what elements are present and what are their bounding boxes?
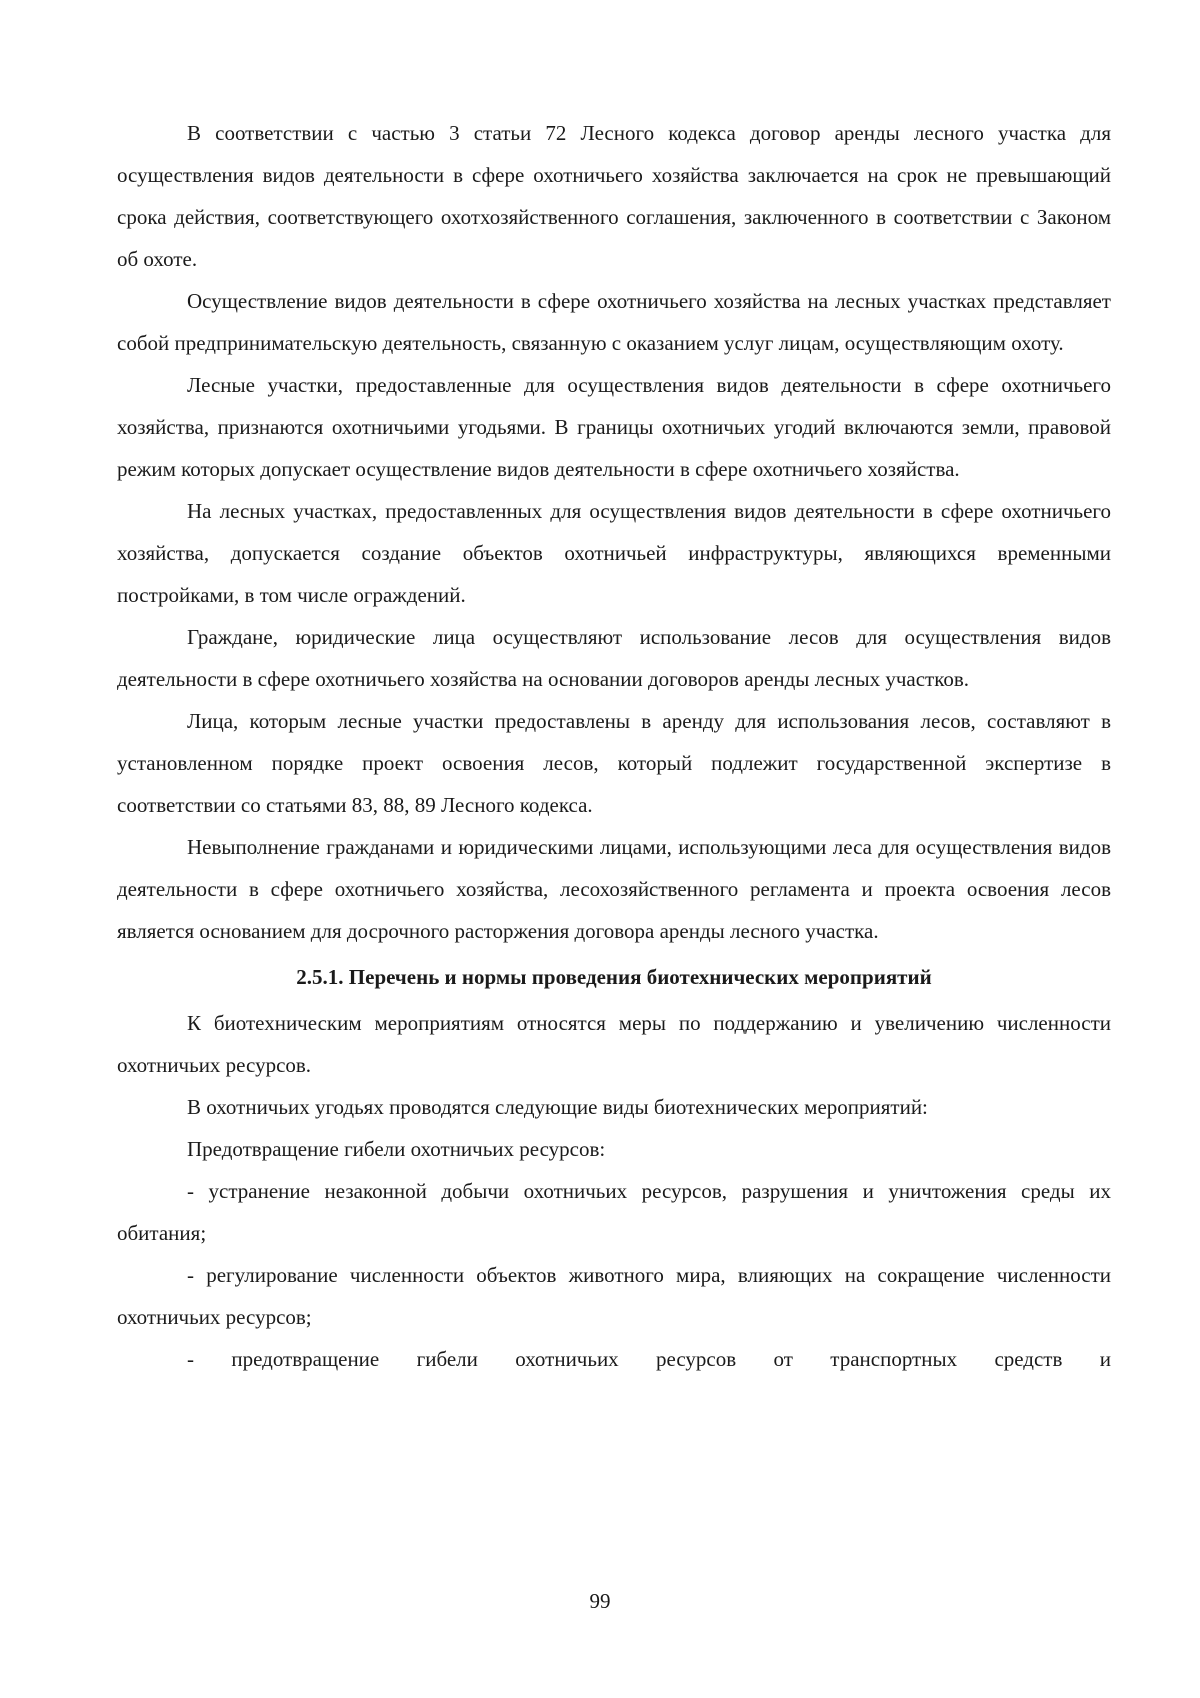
paragraph-biotech-definition: К биотехническим мероприятиям относятся меры по поддержанию и увеличению численности охотничьих ресурсов. bbox=[117, 1011, 1111, 1077]
section-heading: 2.5.1. Перечень и нормы проведения биотехнических мероприятий bbox=[296, 965, 932, 989]
paragraph-business-activity: Осуществление видов деятельности в сфере охотничьего хозяйства на лесных участках представляет собой предпринимательскую деятельность, связанную с оказанием услуг лицам, осуществляющим охоту. bbox=[117, 289, 1111, 355]
list-item-population-regulation: - регулирование численности объектов животного мира, влияющих на сокращение численности охотничьих ресурсов; bbox=[117, 1263, 1111, 1329]
paragraph-lease-term: В соответствии с частью 3 статьи 72 Лесного кодекса договор аренды лесного участка для осуществления видов деятельности в сфере охотничьего хозяйства заключается на срок не превышающий срока действия, соответствующего охотхозяйственного соглашения, заключенного в соответствии с Законом об охоте. bbox=[117, 121, 1111, 271]
document-body bbox=[117, 112, 1111, 1380]
paragraph-infrastructure: На лесных участках, предоставленных для осуществления видов деятельности в сфере охотничьего хозяйства, допускается создание объектов охотничьей инфраструктуры, являющихся временными постройками, в том числе ограждений. bbox=[117, 499, 1111, 607]
paragraph-hunting-grounds: Лесные участки, предоставленные для осуществления видов деятельности в сфере охотничьего хозяйства, признаются охотничьими угодьями. В границы охотничьих угодий включаются земли, правовой режим которых допускает осуществление видов деятельности в сфере охотничьего хозяйства. bbox=[117, 373, 1111, 481]
page-number: 99 bbox=[589, 1589, 611, 1613]
paragraph-forest-project: Лица, которым лесные участки предоставлены в аренду для использования лесов, составляют в установленном порядке проект освоения лесов, который подлежит государственной экспертизе в соответствии со статьями 83, 88, 89 Лесного кодекса. bbox=[117, 709, 1111, 817]
list-item-transport-prevention: - предотвращение гибели охотничьих ресурсов от транспортных средств и bbox=[187, 1347, 1111, 1371]
paragraph-prevention-title: Предотвращение гибели охотничьих ресурсов: bbox=[187, 1137, 606, 1161]
paragraph-biotech-types: В охотничьих угодьях проводятся следующие виды биотехнических мероприятий: bbox=[187, 1095, 928, 1119]
list-item-illegal-hunting: - устранение незаконной добычи охотничьих ресурсов, разрушения и уничтожения среды их обитания; bbox=[117, 1179, 1111, 1245]
paragraph-termination: Невыполнение гражданами и юридическими лицами, использующими леса для осуществления видов деятельности в сфере охотничьего хозяйства, лесохозяйственного регламента и проекта освоения лесов является основанием для досрочного расторжения договора аренды лесного участка. bbox=[117, 835, 1111, 943]
paragraph-lease-basis: Граждане, юридические лица осуществляют использование лесов для осуществления видов деятельности в сфере охотничьего хозяйства на основании договоров аренды лесных участков. bbox=[117, 625, 1111, 691]
